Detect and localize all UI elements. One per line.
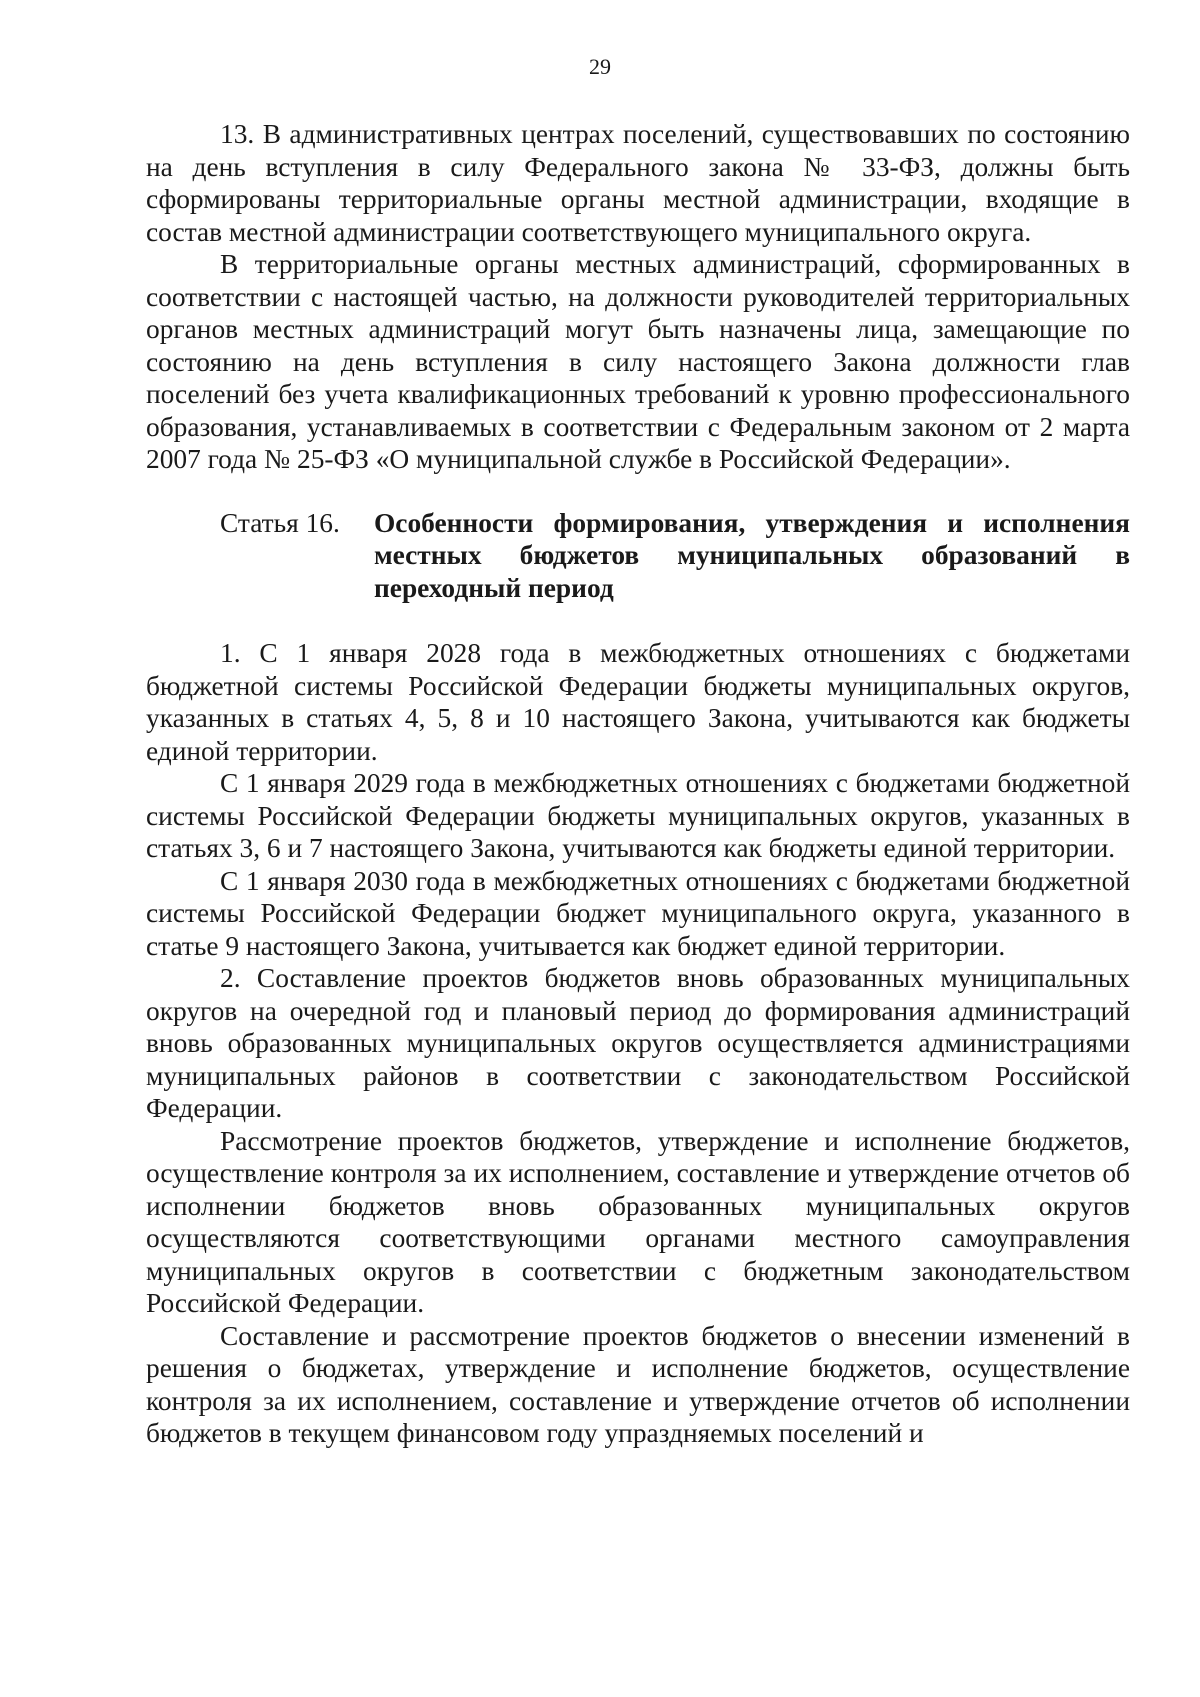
paragraph-territorial-organs: В территориальные органы местных администраций, сформированных в соответствии с настоящей частью, на должности руководителей территориальных органов местных администраций могут быть назначены лица, замещающие по состоянию на день вступления в силу настоящего Закона должности глав поселений без учета квалификационных требований к уровню профессионального образования, устанавливаемых в соответствии с Федеральным законом от 2 марта 2007 года № 25-ФЗ «О муниципальной службе в Российской Федерации». (146, 249, 1130, 474)
article-label: Статья 16. (220, 507, 340, 538)
page-number: 29 (589, 54, 611, 79)
paragraph-2-drafting: 2. Составление проектов бюджетов вновь образованных муниципальных округов на очередной год и плановый период до формирования администраций вновь образованных муниципальных округов осуществляется администрациями муниципальных районов в соответствии с законодательством Российской Федерации. (146, 963, 1130, 1123)
document-body (146, 118, 1130, 1450)
paragraph-review: Рассмотрение проектов бюджетов, утверждение и исполнение бюджетов, осуществление контроля за их исполнением, составление и утверждение отчетов об исполнении бюджетов вновь образованных муниципальных округов осуществляются соответствующими органами местного самоуправления муниципальных округов в соответствии с бюджетным законодательством Российской Федерации. (146, 1125, 1130, 1318)
article-heading (146, 507, 1130, 605)
paragraph-2029: С 1 января 2029 года в межбюджетных отношениях с бюджетами бюджетной системы Российской Федерации бюджеты муниципальных округов, указанных в статьях 3, 6 и 7 настоящего Закона, учитываются как бюджеты единой территории. (146, 768, 1130, 863)
paragraph-1-2028: 1. С 1 января 2028 года в межбюджетных отношениях с бюджетами бюджетной системы Российской Федерации бюджеты муниципальных округов, указанных в статьях 4, 5, 8 и 10 настоящего Закона, учитываются как бюджеты единой территории. (146, 638, 1130, 766)
paragraph-13: 13. В административных центрах поселений, существовавших по состоянию на день вступления в силу Федерального закона № 33-ФЗ, должны быть сформированы территориальные органы местной администрации, входящие в состав местной администрации соответствующего муниципального округа. (146, 119, 1130, 247)
paragraph-2030: С 1 января 2030 года в межбюджетных отношениях с бюджетами бюджетной системы Российской Федерации бюджет муниципального округа, указанного в статье 9 настоящего Закона, учитывается как бюджет единой территории. (146, 865, 1130, 961)
paragraph-amendments: Составление и рассмотрение проектов бюджетов о внесении изменений в решения о бюджетах, утверждение и исполнение бюджетов, осуществление контроля за их исполнением, составление и утверждение отчетов об исполнении бюджетов в текущем финансовом году упраздняемых поселений и (146, 1320, 1130, 1448)
article-title: Особенности формирования, утверждения и исполнения местных бюджетов муниципальных образований в переходный период (374, 507, 1130, 603)
